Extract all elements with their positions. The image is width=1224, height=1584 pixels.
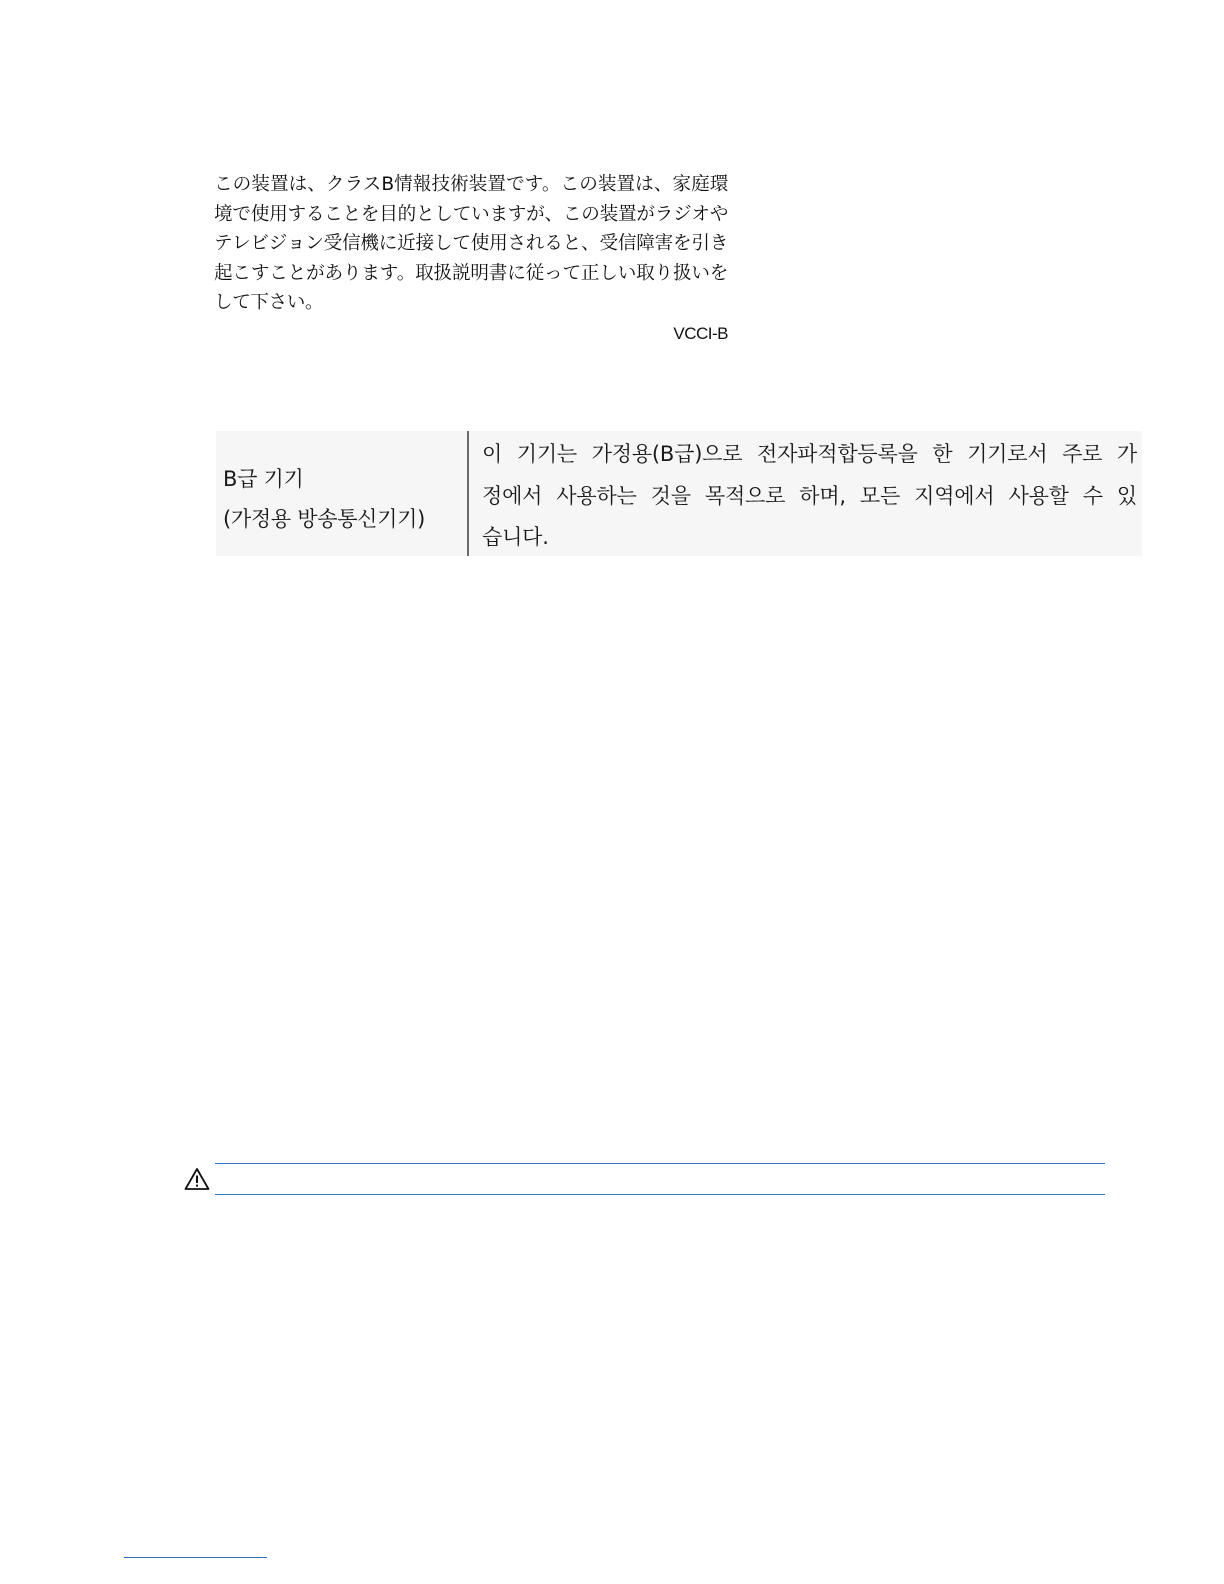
korea-class-line-2: (가정용 방송통신기기) xyxy=(223,507,426,531)
warning-triangle-icon xyxy=(184,1167,210,1191)
korea-notice-divider xyxy=(467,431,469,556)
warning-rule-top xyxy=(215,1163,1105,1164)
korea-class-line-1: B급 기기 xyxy=(223,467,304,491)
korea-notice-statement: 이 기기는 가정용(B급)으로 전자파적합등록을 한 기기로서 주로 가정에서 사용하는 것을 목적으로 하며, 모든 지역에서 사용할 수 있습니다. xyxy=(482,442,1137,549)
vcci-notice-text: この装置は、クラスB情報技術装置です。この装置は、家庭環境で使用することを目的としていますが、この装置がラジオやテレビジョン受信機に近接して使用されると、受信障害を引き起こすことがあります。取扱説明書に従って正しい取り扱いをして下さい。 xyxy=(214,174,728,314)
vcci-notice xyxy=(214,170,728,344)
vcci-label: VCCI-B xyxy=(673,323,728,343)
korea-class-b-notice xyxy=(216,431,1142,556)
footnote-rule xyxy=(124,1557,267,1558)
korea-class-label xyxy=(223,459,463,539)
warning-rule-bottom xyxy=(215,1194,1105,1195)
